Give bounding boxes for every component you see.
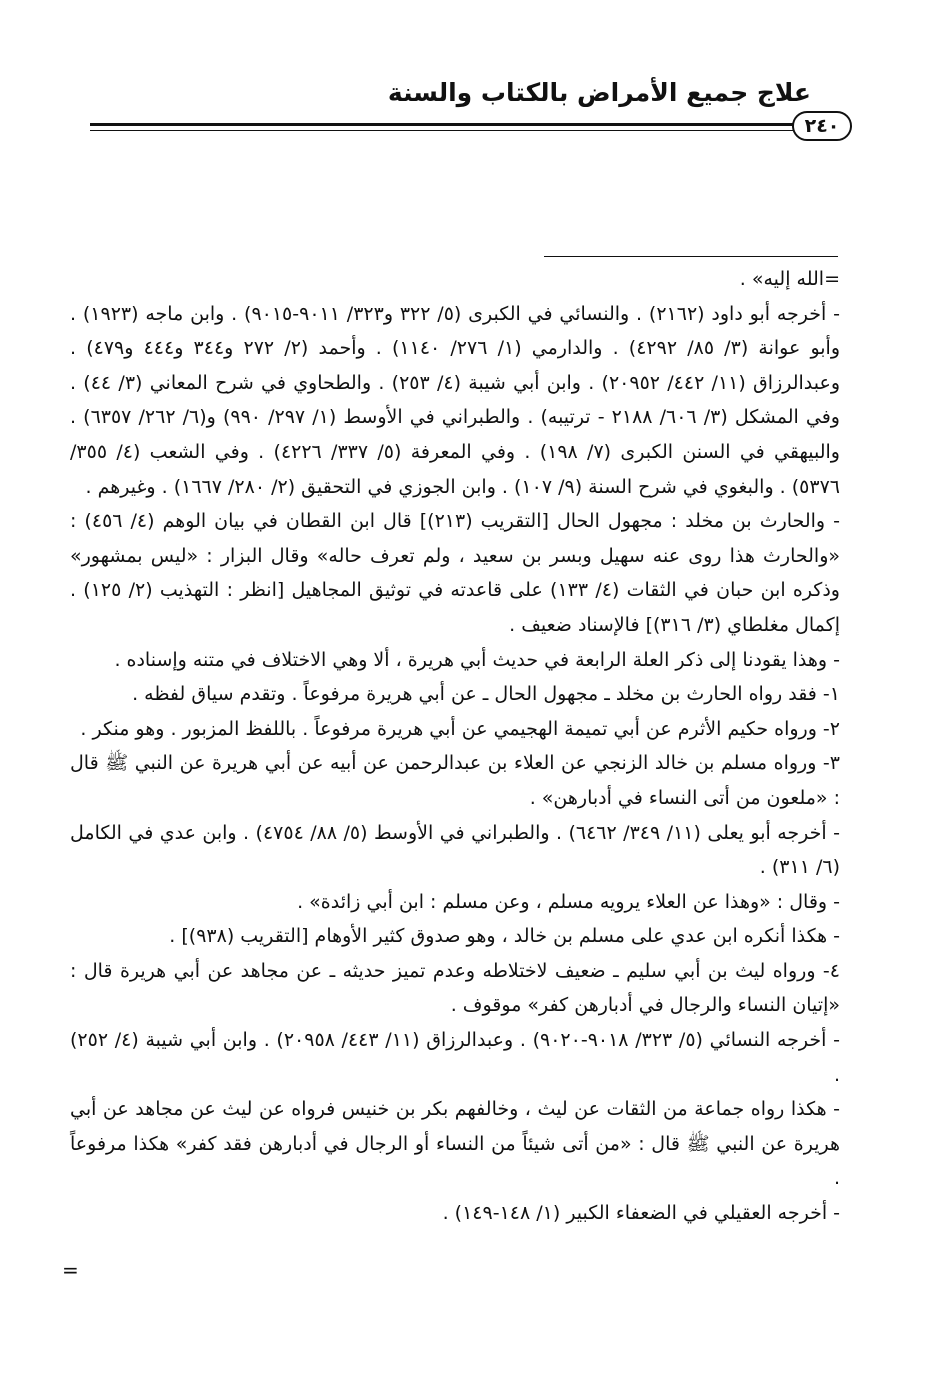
footnote-paragraph: - وهذا يقودنا إلى ذكر العلة الرابعة في حديث أبي هريرة ، ألا وهي الاختلاف في متنه وإسناده . [114,648,840,671]
footnote-paragraph: ٢- ورواه حكيم الأثرم عن أبي تميمة الهجيمي عن أبي هريرة مرفوعاً . باللفظ المزبور . وهو منكر . [80,717,840,740]
footnote-paragraph: - هكذا رواه جماعة من الثقات عن ليث ، وخالفهم بكر بن خنيس فرواه عن ليث عن مجاهد عن أبي هريرة عن النبي ﷺ قال : «من أتى شيئاً من النساء أو الرجال في أدبارهن فقد كفر» هكذا مرفوعاً . [70,1098,840,1190]
footnote-paragraph: - هكذا أنكره ابن عدي على مسلم بن خالد ، وهو صدوق كثير الأوهام [التقريب (٩٣٨)] . [169,925,840,948]
continuation-mark: = [62,1258,79,1282]
footnote-paragraph: - أخرجه النسائي (٥/ ٣٢٣/ ٩٠١٨-٩٠٢٠) . وعبدالرزاق (١١/ ٤٤٣/ ٢٠٩٥٨) . وابن أبي شيبة (٤/ ٢٥٢) . [70,1029,840,1086]
running-title: علاج جميع الأمراض بالكتاب والسنة [387,78,811,107]
footnote-paragraph: - أخرجه العقيلي في الضعفاء الكبير (١/ ١٤٨-١٤٩) . [442,1202,840,1225]
footnote-paragraph: - والحارث بن مخلد : مجهول الحال [التقريب (٢١٣)] قال ابن القطان في بيان الوهم (٤/ ٤٥٦) : «والحارث هذا روى عنه سهيل وبسر بن سعيد ، ولم تعرف حاله» وقال البزار : «ليس بمشهور» وذكره ابن حبان في الثقات (٤/ ١٣٣) على قاعدته في توثيق المجاهيل [انظر : التهذيب (٢/ ١٢٥) . إكمال مغلطاي (٣/ ٣١٦)] فالإسناد ضعيف . [70,510,840,636]
footnote-paragraph: - أخرجه أبو يعلى (١١/ ٣٤٩/ ٦٤٦٢) . والطبراني في الأوسط (٥/ ٨٨/ ٤٧٥٤) . وابن عدي في الكامل (٦/ ٣١١) . [70,821,840,879]
footnotes-block [70,262,840,1231]
header-rule [90,123,801,131]
footnote-separator [544,256,838,257]
page-number: ٢٤٠ [792,111,852,141]
footnote-paragraph: ٣- ورواه مسلم بن خالد الزنجي عن العلاء بن عبدالرحمن عن أبيه عن أبي هريرة عن النبي ﷺ قال : «ملعون من أتى النساء في أدبارهن» . [70,752,840,809]
footnote-paragraph: ٤- ورواه ليث بن أبي سليم ـ ضعيف لاختلاطه وعدم تميز حديثه ـ عن مجاهد عن أبي هريرة قال : «إتيان النساء والرجال في أدبارهن كفر» موقوف . [70,959,840,1017]
footnote-continuation: =الله إليه» . [739,268,840,290]
footnote-paragraph: - أخرجه أبو داود (٢١٦٢) . والنسائي في الكبرى (٥/ ٣٢٢ و٣٢٣/ ٩٠١١-٩٠١٥) . وابن ماجه (١٩٢٣) . وأبو عوانة (٣/ ٨٥/ ٤٢٩٢) . والدارمي (١/ ٢٧٦/ ١١٤٠) . وأحمد (٢/ ٢٧٢ و٣٤٤ و٤٤٤ و٤٧٩) . وعبدالرزاق (١١/ ٤٤٢/ ٢٠٩٥٢) . وابن أبي شيبة (٤/ ٢٥٣) . والطحاوي في شرح المعاني (٣/ ٤٤) . وفي المشكل (٣/ ٦٠٦/ ٢١٨٨ - ترتيبه) . والطبراني في الأوسط (١/ ٢٩٧/ ٩٩٠) و(٦/ ٢٦٢/ ٦٣٥٧) . والبيهقي في السنن الكبرى (٧/ ١٩٨) . وفي المعرفة (٥/ ٣٣٧/ ٤٢٢٦) . وفي الشعب (٤/ ٣٥٥/ ٥٣٧٦) . والبغوي في شرح السنة (٩/ ١٠٧) . وابن الجوزي في التحقيق (٢/ ٢٨٠/ ١٦٦٧) . وغيرهم . [70,302,841,498]
footnote-paragraph: ١- فقد رواه الحارث بن مخلد ـ مجهول الحال ـ عن أبي هريرة مرفوعاً . وتقدم سياق لفظه . [132,683,840,706]
footnote-paragraph: - وقال : «وهذا عن العلاء يرويه مسلم ، وعن مسلم : ابن أبي زائدة» . [297,890,840,913]
